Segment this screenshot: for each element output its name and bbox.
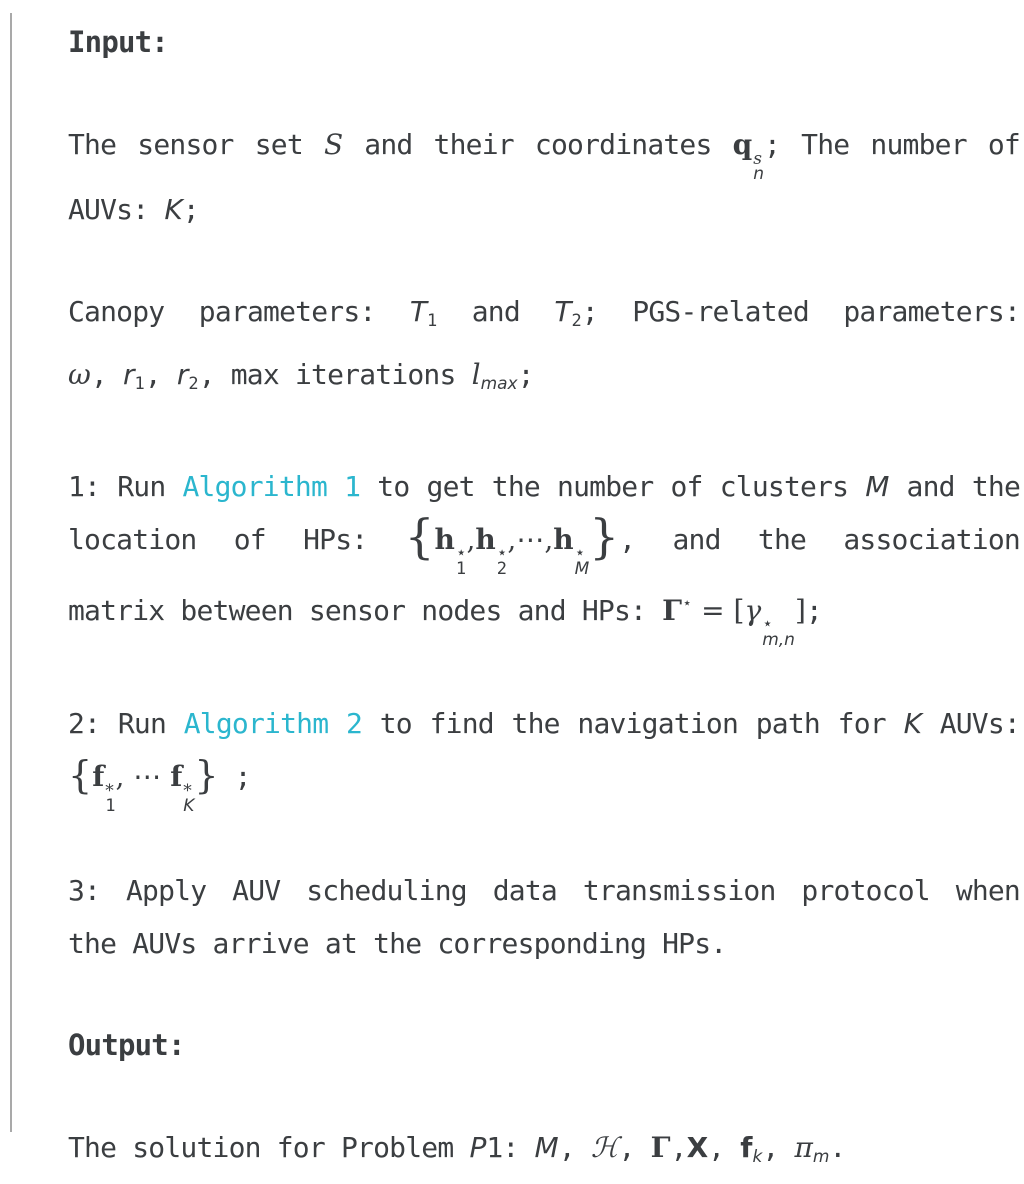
text-segment: Canopy parameters: xyxy=(68,294,410,328)
math-superscript: * xyxy=(183,780,192,801)
algorithm-2-link[interactable]: Algorithm 2 xyxy=(183,707,363,741)
math-symbol-base: f xyxy=(92,760,105,794)
math-supsub-stack xyxy=(183,780,195,817)
text-segment: 2 xyxy=(188,373,199,394)
text-segment: 2 xyxy=(571,310,582,331)
text-segment: 1: Run xyxy=(68,469,183,503)
text-segment: M xyxy=(865,469,890,503)
text-segment: The sensor set xyxy=(68,128,324,161)
text-segment: = [ xyxy=(692,593,745,627)
text-segment: ℋ xyxy=(590,1131,619,1165)
text-segment: 1: xyxy=(486,1131,535,1165)
algorithm-pseudocode-panel xyxy=(68,16,1020,1184)
text-line xyxy=(68,460,1020,513)
text-segment: ,⋯, xyxy=(507,522,554,556)
text-segment: Γ xyxy=(650,1131,671,1165)
text-segment: k xyxy=(752,1147,763,1168)
text-segment: , xyxy=(618,1131,651,1165)
text-segment: and xyxy=(437,294,555,328)
text-segment: π xyxy=(794,1131,813,1165)
text-segment: AUVs: xyxy=(68,192,165,226)
text-segment: { xyxy=(404,509,435,565)
parameters-description xyxy=(68,285,1020,411)
text-segment: to find the navigation path for xyxy=(362,707,904,741)
text-segment: r xyxy=(176,357,189,391)
text-segment: ; xyxy=(182,192,199,226)
math-superscript: * xyxy=(105,780,114,801)
text-segment: K xyxy=(903,707,922,741)
text-segment: K xyxy=(164,192,183,226)
text-segment: T xyxy=(554,294,572,328)
math-symbol xyxy=(92,760,116,817)
text-segment: ; xyxy=(517,357,534,391)
text-segment: T xyxy=(409,294,428,328)
text-line xyxy=(68,750,1020,815)
text-segment: location of HPs: xyxy=(68,522,405,556)
text-line xyxy=(68,1121,1020,1184)
math-symbol-base: h xyxy=(475,522,496,556)
text-line xyxy=(68,509,1020,579)
text-segment: 1 xyxy=(427,310,438,331)
math-superscript: ⋆ xyxy=(496,543,508,564)
output-description xyxy=(68,1121,1020,1184)
text-segment: ; xyxy=(805,593,822,627)
text-segment: Γ xyxy=(662,593,683,627)
text-segment: { xyxy=(68,753,93,798)
text-segment: m xyxy=(812,1147,830,1168)
step-2 xyxy=(68,697,1020,815)
text-line xyxy=(68,864,1020,917)
math-symbol xyxy=(744,593,795,650)
math-supsub-stack xyxy=(496,543,508,579)
text-segment: ; PGS-related parameters: xyxy=(581,294,1021,328)
math-symbol xyxy=(732,128,765,185)
text-segment: AUVs: xyxy=(921,707,1020,741)
math-subscript: K xyxy=(183,796,195,817)
text-segment: P xyxy=(469,1131,487,1165)
output-header xyxy=(68,1019,1020,1072)
text-segment: } xyxy=(589,509,620,565)
math-symbol-base: f xyxy=(170,760,183,794)
math-subscript: m,n xyxy=(762,629,795,650)
text-line xyxy=(68,183,1020,236)
text-segment: The solution for Problem xyxy=(68,1131,470,1165)
text-segment: , xyxy=(558,1131,591,1165)
input-description xyxy=(68,118,1020,236)
text-segment: , xyxy=(708,1131,741,1165)
text-line xyxy=(68,1019,1020,1072)
math-supsub-stack xyxy=(574,543,590,579)
math-superscript: s xyxy=(753,148,762,169)
math-supsub-stack xyxy=(762,614,795,650)
text-line xyxy=(68,285,1020,348)
text-segment: , xyxy=(762,1131,795,1165)
text-segment: and their coordinates xyxy=(343,128,733,161)
math-subscript: 1 xyxy=(455,558,467,579)
text-segment: , and the association xyxy=(619,522,1020,556)
text-segment: and the xyxy=(889,469,1021,503)
text-segment: , xyxy=(144,357,177,391)
text-line xyxy=(68,118,1020,183)
math-symbol-base: q xyxy=(732,128,753,161)
text-segment: , xyxy=(90,357,123,391)
text-segment: 2: Run xyxy=(68,707,184,741)
math-subscript: M xyxy=(574,558,590,579)
algorithm-1-link[interactable]: Algorithm 1 xyxy=(182,469,361,503)
text-segment: to get the number of clusters xyxy=(360,469,866,503)
text-segment: Input: xyxy=(68,25,168,59)
math-subscript: 2 xyxy=(496,558,508,579)
text-segment: max xyxy=(480,373,518,394)
text-line xyxy=(68,578,1020,649)
text-segment: ; The number of xyxy=(764,128,1020,161)
input-header xyxy=(68,16,1020,69)
text-segment: S xyxy=(323,128,344,161)
text-segment: Output: xyxy=(68,1028,185,1063)
text-segment: ω xyxy=(68,357,91,391)
math-superscript: ⋆ xyxy=(574,543,586,564)
text-segment: l xyxy=(471,357,481,391)
text-segment: M xyxy=(534,1131,559,1165)
text-segment: matrix between sensor nodes and HPs: xyxy=(68,593,663,627)
math-symbol xyxy=(553,522,590,579)
text-segment: the AUVs arrive at the corresponding HPs. xyxy=(68,927,727,961)
math-supsub-stack xyxy=(753,148,765,185)
text-line xyxy=(68,16,1020,69)
left-border-rule xyxy=(10,13,12,1132)
text-line xyxy=(68,697,1020,750)
text-line xyxy=(68,917,1020,970)
math-subscript: 1 xyxy=(105,796,116,817)
math-superscript: ⋆ xyxy=(455,543,467,564)
math-symbol xyxy=(475,522,508,579)
math-symbol xyxy=(434,522,467,579)
math-supsub-stack xyxy=(455,543,467,579)
text-segment: ; xyxy=(218,760,251,794)
step-1 xyxy=(68,460,1020,649)
math-subscript: n xyxy=(753,164,765,185)
text-segment: ] xyxy=(794,593,806,627)
text-segment: f xyxy=(740,1131,753,1165)
text-segment: , ⋯ xyxy=(115,760,171,794)
text-segment: , max iterations xyxy=(198,357,472,391)
math-symbol xyxy=(170,760,195,817)
text-segment: , xyxy=(466,522,476,556)
math-symbol-base: h xyxy=(434,522,455,556)
text-line xyxy=(68,348,1020,411)
math-superscript: ⋆ xyxy=(762,614,773,635)
text-segment: 1 xyxy=(134,373,145,394)
text-segment: , xyxy=(670,1131,687,1165)
text-segment: . xyxy=(829,1131,846,1165)
text-segment: X xyxy=(686,1131,709,1165)
text-segment: } xyxy=(194,753,219,798)
math-symbol-base: γ xyxy=(744,593,762,627)
text-segment: 3: Apply AUV scheduling data transmission protocol when xyxy=(68,874,1020,908)
math-supsub-stack xyxy=(105,780,116,817)
text-segment: ⋆ xyxy=(682,593,693,614)
step-3 xyxy=(68,864,1020,970)
math-symbol-base: h xyxy=(553,522,574,556)
text-segment: r xyxy=(122,357,135,391)
